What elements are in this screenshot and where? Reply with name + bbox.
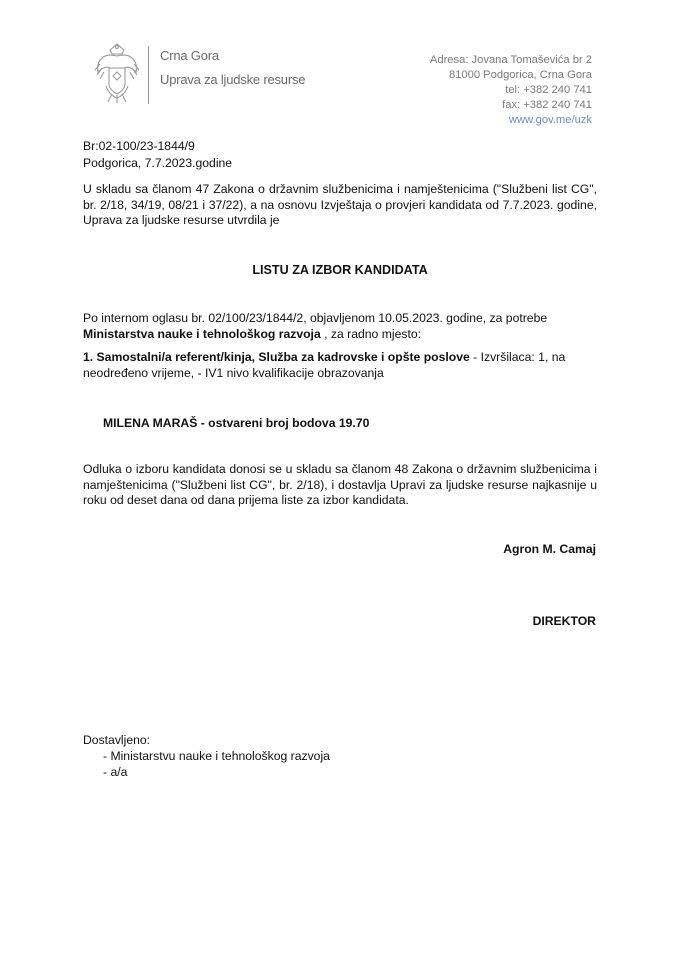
reference-number: Br:02-100/23-1844/9 (83, 139, 195, 153)
delivery-item: - a/a (103, 765, 128, 779)
intro-paragraph: U skladu sa članom 47 Zakona o državnim službenicima i namještenicima ("Službeni list CG", br. 2/18, 34/19, 08/21 i 37/22), a na osnovu Izvještaja o provjeri kandidata od 7.7.2023. godine, Uprava za ljudske resurse utvrdila je (83, 182, 597, 228)
address-city: 81000 Podgorica, Crna Gora (448, 69, 592, 81)
address-block (430, 53, 592, 128)
org-country: Crna Gora (160, 48, 219, 63)
delivery-item: - Ministarstvu nauke i tehnološkog razvoja (103, 749, 330, 763)
oglas-suffix: , za radno mjesto: (320, 326, 421, 341)
header-divider (148, 46, 149, 104)
position-title: 1. Samostalni/a referent/kinja, Služba za kadrovske i opšte poslove (83, 350, 470, 364)
fax: fax: +382 240 741 (502, 99, 592, 111)
telephone: tel: +382 240 741 (505, 84, 592, 96)
address-line: Adresa: Jovana Tomaševića br 2 (429, 54, 592, 66)
website-link[interactable]: www.gov.me/uzk (508, 114, 592, 126)
selected-candidate: MILENA MARAŠ - ostvareni broj bodova 19.70 (103, 416, 370, 430)
ministry-name: Ministarstva nauke i tehnološkog razvoja (83, 326, 321, 341)
oglas-paragraph (83, 311, 597, 342)
position-details: - Izvršilaca: 1, na neodređeno vrijeme, - IV1 nivo kvalifikacije obrazovanja (83, 350, 566, 380)
oglas-text: Po internom oglasu br. 02/100/23/1844/2, objavljenom 10.05.2023. godine, za potrebe (83, 311, 548, 325)
place-date: Podgorica, 7.7.2023.godine (83, 156, 233, 170)
delivery-label: Dostavljeno: (83, 733, 151, 747)
org-name: Uprava za ljudske resurse (160, 72, 306, 87)
signatory-name: Agron M. Camaj (503, 542, 596, 556)
position-paragraph (83, 350, 597, 381)
coat-of-arms-logo (92, 42, 142, 106)
decision-paragraph: Odluka o izboru kandidata donosi se u skladu sa članom 48 Zakona o državnim službenicima i namještenicima ("Službeni list CG", br. 2/18), i dostavlja Upravi za ljudske resurse najkasnije u roku od deset dana od dana prijema liste za izbor kandidata. (83, 462, 597, 508)
signatory-role: DIREKTOR (532, 614, 596, 628)
document-title: LISTU ZA IZBOR KANDIDATA (252, 263, 428, 277)
